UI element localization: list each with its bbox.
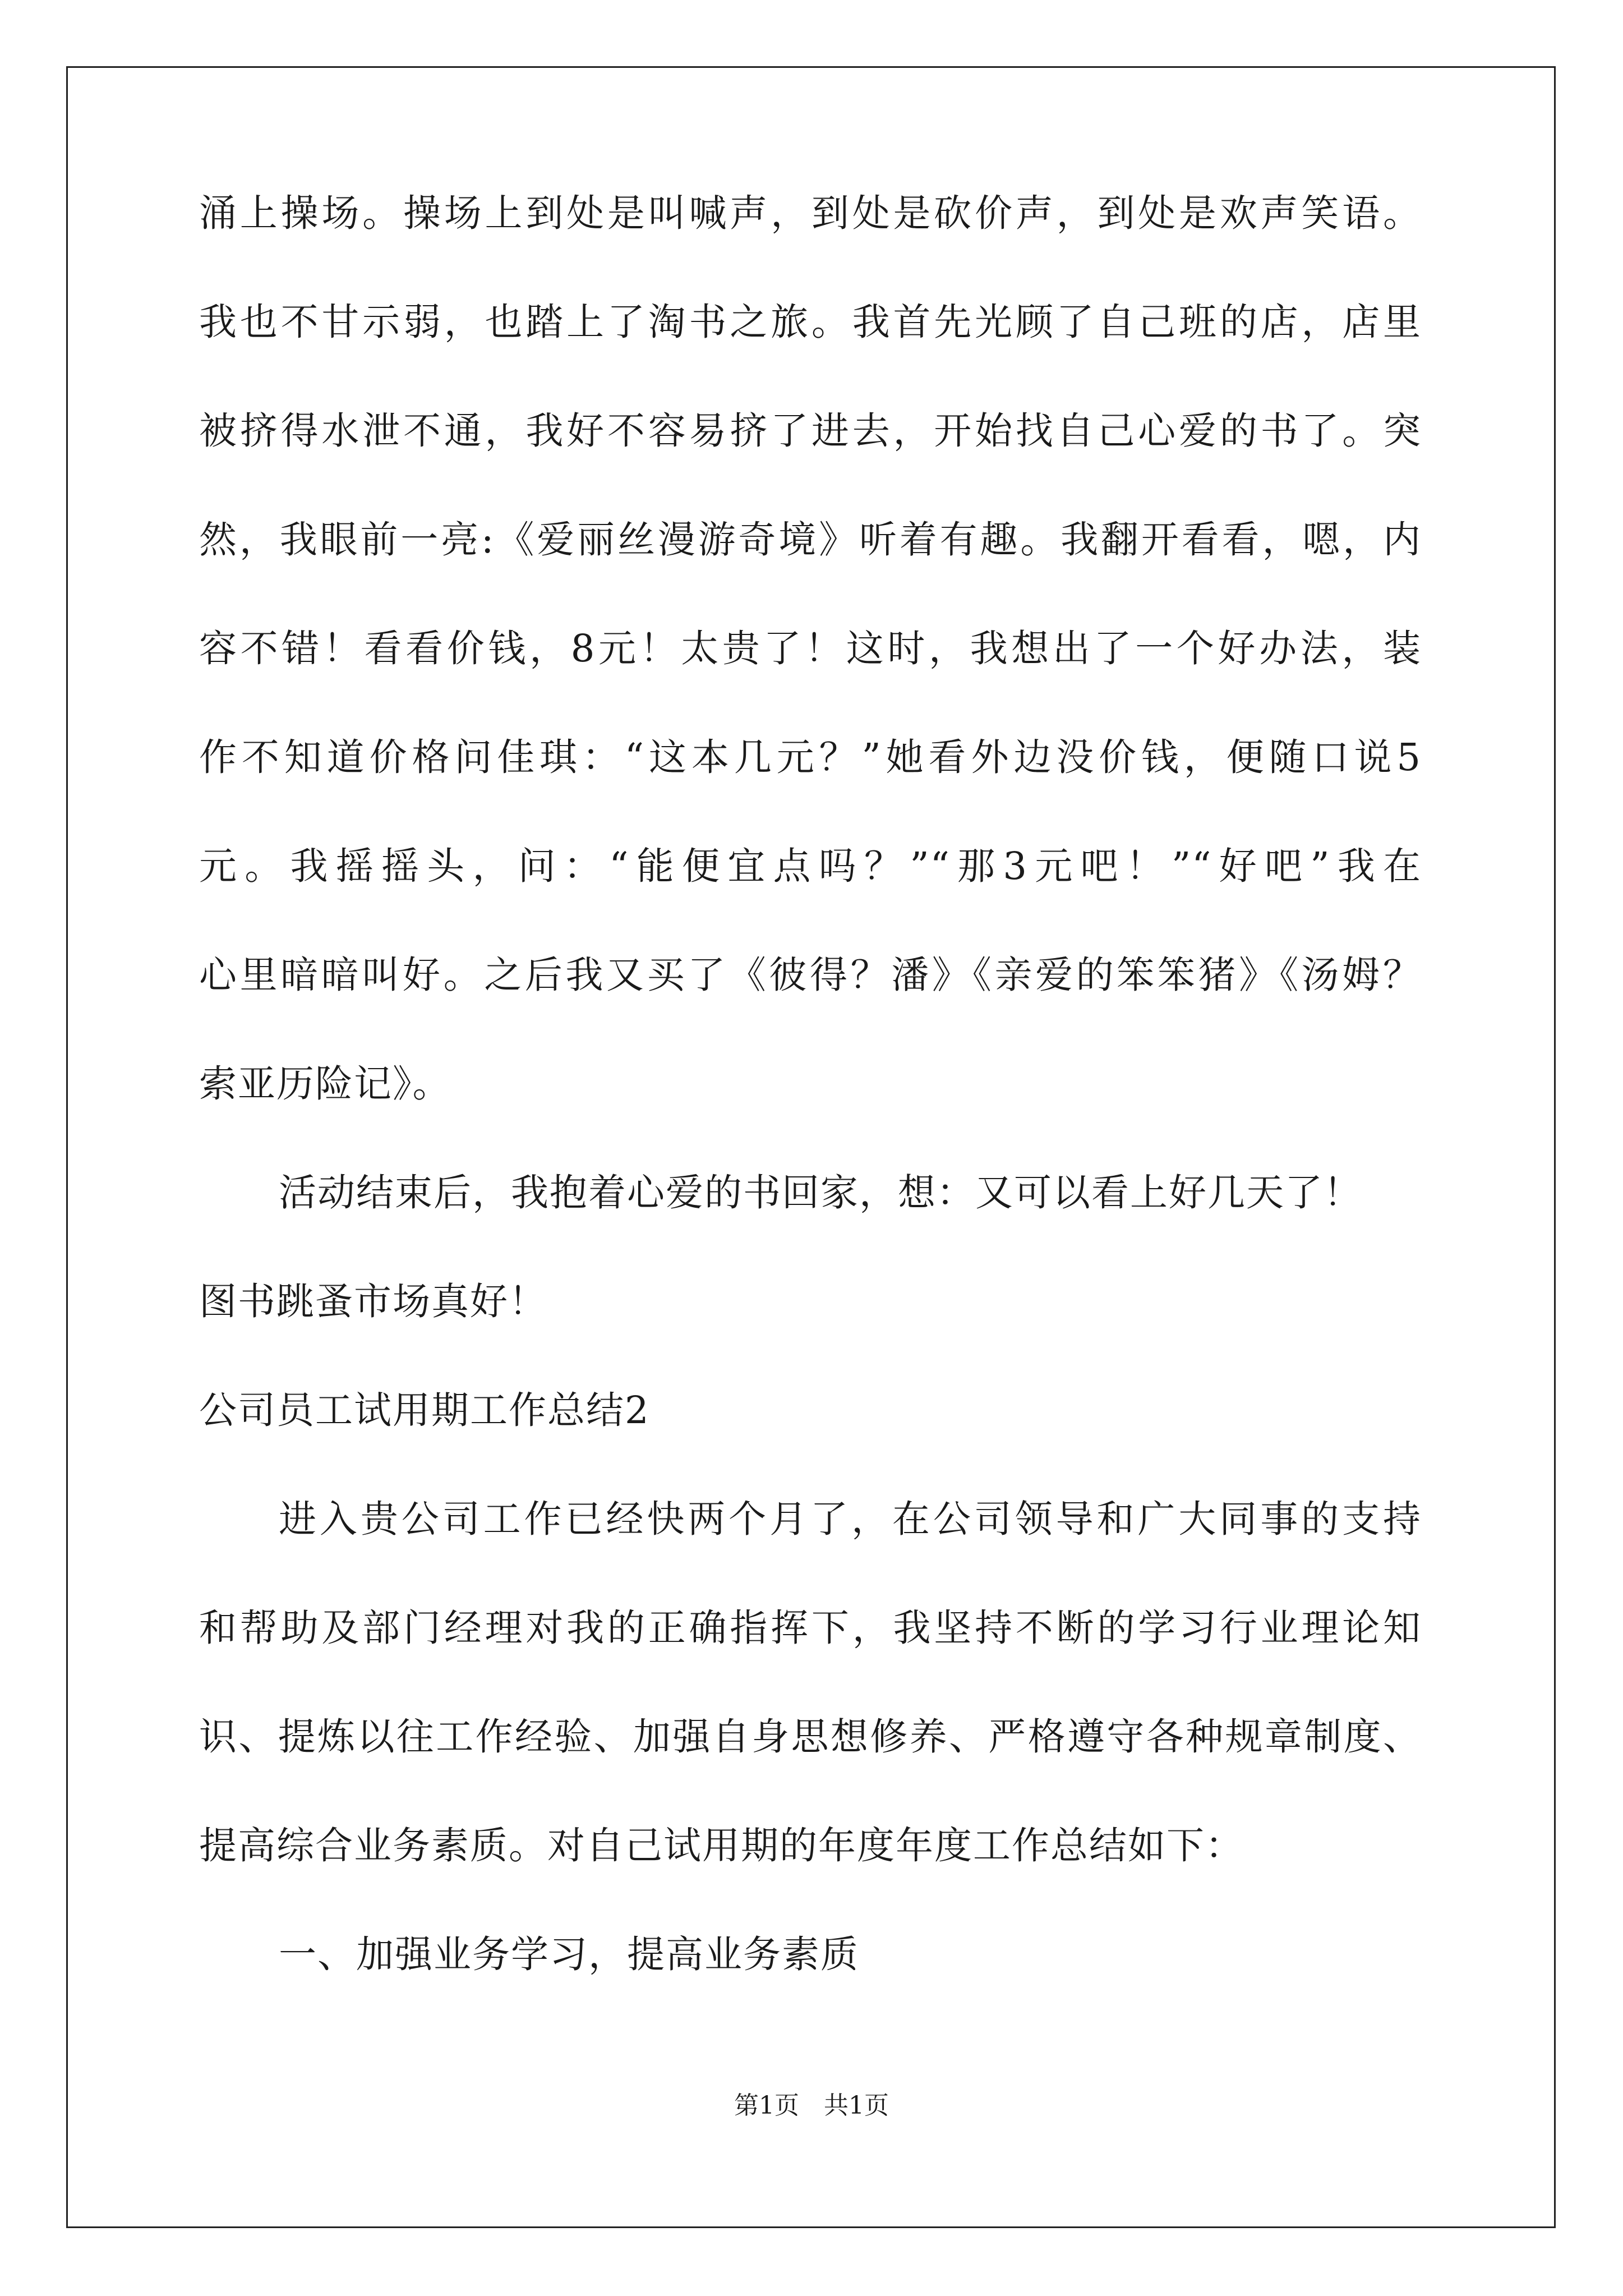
body-text-line: 然，我眼前一亮:《爱丽丝漫游奇境》听着有趣。我翻开看看，嗯，内 bbox=[199, 518, 1422, 562]
subsection-heading: 一、加强业务学习，提高业务素质 bbox=[279, 1932, 859, 1976]
body-text-line: 识、提炼以往工作经验、加强自身思想修养、严格遵守各种规章制度、 bbox=[199, 1715, 1422, 1759]
body-text-line: 作不知道价格问佳琪：“这本几元？”她看外边没价钱，便随口说5 bbox=[199, 735, 1422, 779]
body-text-line: 图书跳蚤市场真好！ bbox=[199, 1280, 547, 1323]
body-text-line: 我也不甘示弱，也踏上了淘书之旅。我首先光顾了自己班的店，店里 bbox=[199, 300, 1422, 344]
page-footer: 第1页 共1页 bbox=[734, 2091, 889, 2120]
page-border bbox=[66, 66, 1556, 2228]
body-text-line: 和帮助及部门经理对我的正确指挥下，我坚持不断的学习行业理论知 bbox=[199, 1606, 1422, 1650]
section-heading: 公司员工试用期工作总结2 bbox=[199, 1388, 650, 1432]
body-text-line: 涌上操场。操场上到处是叫喊声，到处是砍价声，到处是欢声笑语。 bbox=[199, 191, 1422, 235]
body-text-line: 索亚历险记》。 bbox=[199, 1062, 451, 1106]
body-text-line: 提高综合业务素质。对自己试用期的年度年度工作总结如下： bbox=[199, 1824, 1244, 1867]
body-text-line: 活动结束后，我抱着心爱的书回家，想：又可以看上好几天了！ bbox=[279, 1171, 1362, 1214]
body-text-line: 进入贵公司工作已经快两个月了，在公司领导和广大同事的支持 bbox=[279, 1497, 1422, 1541]
body-text-line: 元。我摇摇头，问：“能便宜点吗？”“那3元吧！”“好吧”我在 bbox=[199, 844, 1422, 888]
body-text-line: 被挤得水泄不通，我好不容易挤了进去，开始找自己心爱的书了。突 bbox=[199, 409, 1422, 453]
body-text-line: 容不错！看看价钱，8元！太贵了！这时，我想出了一个好办法，装 bbox=[199, 627, 1422, 670]
body-text-line: 心里暗暗叫好。之后我又买了《彼得？潘》《亲爱的笨笨猪》《汤姆？ bbox=[199, 953, 1422, 997]
